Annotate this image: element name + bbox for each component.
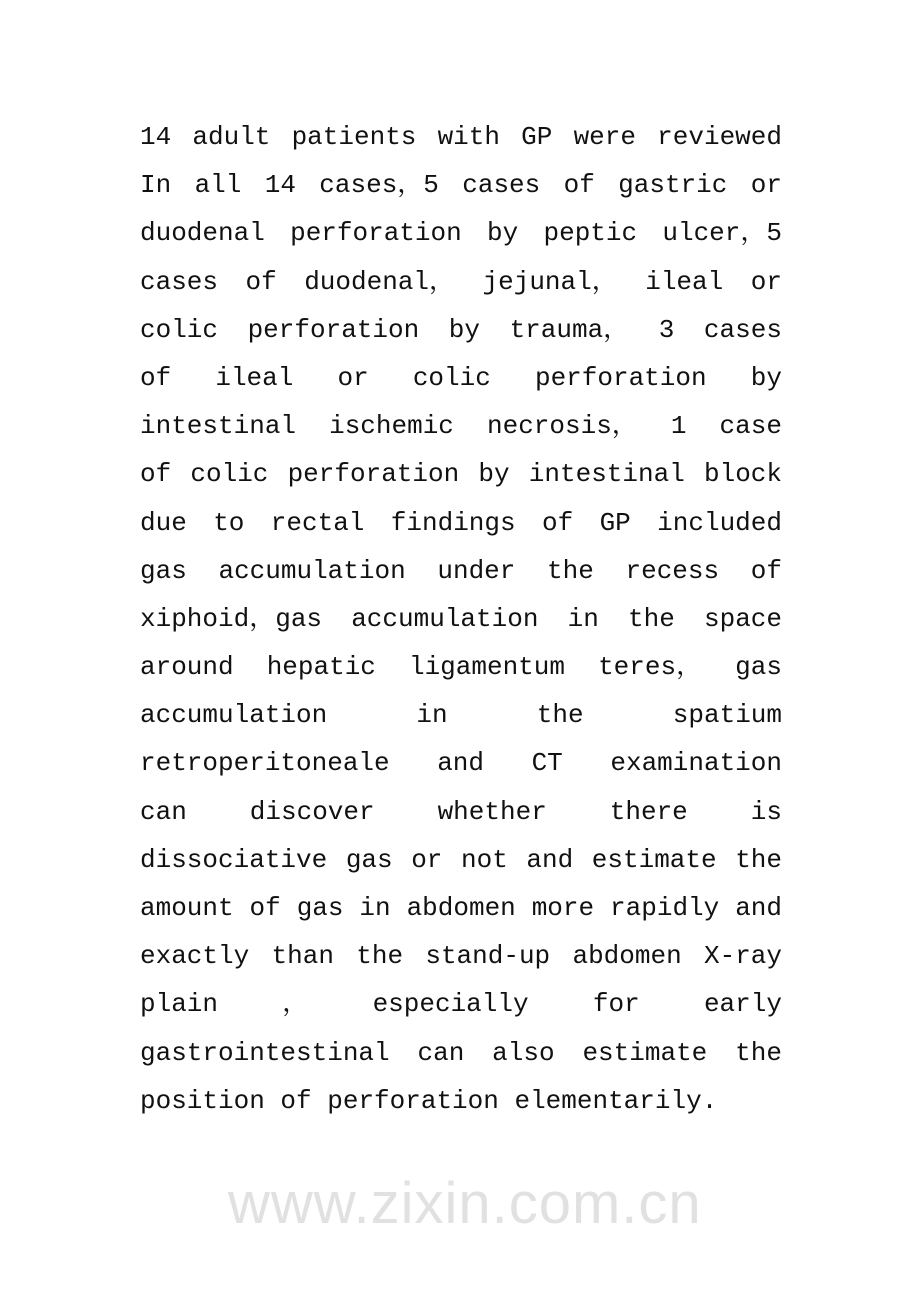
word: perforation [534, 362, 707, 393]
word: ileal [645, 266, 724, 297]
word: ulcer，5 [662, 218, 782, 249]
word: adult [192, 122, 271, 152]
word: block [703, 459, 782, 490]
word: estimate [582, 1037, 708, 1068]
word: case [719, 411, 782, 442]
word: in [359, 893, 391, 923]
word: elementarily. [514, 1085, 718, 1116]
word: retroperitoneale [140, 748, 390, 779]
text-line [140, 450, 782, 498]
word: of [280, 1085, 312, 1116]
word: cases，5 [319, 170, 439, 201]
word: the [628, 603, 675, 634]
word: 14 [140, 122, 172, 152]
word: than [271, 941, 334, 972]
word: of [140, 459, 172, 490]
word: colic [140, 314, 219, 345]
word: by [750, 362, 782, 393]
word: by [478, 459, 510, 490]
word: due [140, 507, 187, 538]
word: peptic [543, 218, 638, 249]
word: cases [462, 170, 541, 201]
word: and [526, 844, 574, 875]
word: estimate [591, 844, 717, 875]
word: the [547, 555, 594, 586]
word: cases [703, 314, 782, 345]
text-line [140, 113, 782, 161]
word: colic [190, 459, 269, 490]
word: duodenal [140, 218, 265, 249]
text-line [140, 932, 782, 980]
word: GP [599, 507, 631, 538]
word: and [437, 748, 485, 779]
word: the [735, 1037, 782, 1068]
word: spatium [672, 700, 782, 731]
word: of [245, 266, 277, 297]
word: examination [610, 748, 782, 779]
word: perforation [327, 1085, 499, 1116]
text-line [140, 258, 782, 306]
word: also [492, 1037, 555, 1068]
word: more [531, 893, 595, 923]
text-line [140, 306, 782, 354]
word: colic [412, 362, 491, 393]
word: exactly [140, 941, 250, 972]
word: 1 [670, 411, 687, 442]
word: or [750, 266, 782, 297]
word: abdomen [406, 893, 516, 923]
word: by [448, 314, 480, 345]
word: intestinal [528, 459, 685, 490]
word: X-ray [703, 941, 782, 972]
word: by [487, 218, 519, 249]
word: the [735, 844, 782, 875]
word: perforation [290, 218, 462, 249]
document-body [140, 113, 782, 1125]
word: or [337, 362, 369, 393]
word: gas [140, 555, 187, 586]
word: necrosis， [486, 411, 638, 442]
word: gas [345, 844, 393, 875]
word: xiphoid，gas [140, 603, 323, 634]
word: the [356, 941, 404, 972]
text-line [140, 161, 782, 209]
word: all [194, 170, 242, 201]
word: stand-up [425, 941, 551, 972]
word: space [703, 603, 782, 634]
text-line [140, 691, 782, 739]
text-line [140, 354, 782, 402]
word: abdomen [572, 941, 682, 972]
word: 14 [264, 170, 296, 201]
word: of [140, 362, 172, 393]
word: in [567, 603, 599, 634]
text-line [140, 739, 782, 787]
word: with [437, 122, 500, 152]
word: the [536, 700, 584, 731]
word: to [213, 507, 245, 538]
watermark: www.zixin.com.cn [228, 1171, 702, 1236]
word: CT [531, 748, 563, 779]
word: were [573, 122, 636, 152]
word: position [140, 1085, 265, 1116]
text-line [140, 788, 782, 836]
word: and [735, 893, 782, 923]
word: reviewed [657, 122, 782, 152]
word: accumulation [140, 700, 328, 731]
word: around [140, 652, 234, 683]
text-line [140, 547, 782, 595]
word: whether [437, 796, 547, 827]
word: or [750, 170, 782, 201]
text-line [140, 402, 782, 450]
word: rectal [270, 507, 365, 538]
word: findings [390, 507, 516, 538]
word: in [416, 700, 448, 731]
word: early [703, 989, 782, 1020]
word: amount [140, 893, 234, 923]
word: patients [291, 122, 417, 152]
text-line [140, 499, 782, 547]
word: hepatic [266, 652, 376, 683]
text-line [140, 1029, 782, 1077]
word: accumulation [351, 603, 539, 634]
word: gastric [618, 170, 728, 201]
word: trauma， [509, 314, 630, 345]
word: gas [296, 893, 344, 923]
word: GP [521, 122, 553, 152]
word: recess [625, 555, 720, 586]
word: plain [140, 989, 219, 1020]
word: can [140, 796, 187, 827]
text-line [140, 209, 782, 257]
word: included [657, 507, 782, 538]
word: rapidly [610, 893, 720, 923]
word: perforation [247, 314, 420, 345]
text-line [140, 980, 782, 1028]
word: of [541, 507, 574, 538]
word: is [750, 796, 782, 827]
word: cases [140, 266, 219, 297]
word: gas [735, 652, 782, 683]
text-line [140, 884, 782, 932]
word: duodenal， [304, 266, 456, 297]
word: especially [372, 989, 529, 1020]
word: of [249, 893, 281, 923]
word: jejunal， [482, 266, 618, 297]
word: ischemic [329, 411, 454, 442]
word: 3 [658, 314, 675, 345]
text-line [140, 836, 782, 884]
word: there [609, 796, 688, 827]
word: gastrointestinal [140, 1037, 390, 1068]
text-line [140, 643, 782, 691]
word: of [750, 555, 782, 586]
word: can [417, 1037, 465, 1068]
word: not [461, 844, 508, 875]
word: ileal [215, 362, 294, 393]
word: under [437, 555, 516, 586]
word: In [140, 170, 172, 201]
word: or [411, 844, 443, 875]
word: ， [282, 989, 309, 1020]
text-line [140, 1077, 782, 1125]
word: for [592, 989, 640, 1020]
word: dissociative [140, 844, 328, 875]
word: perforation [287, 459, 460, 490]
text-line [140, 595, 782, 643]
word: accumulation [218, 555, 406, 586]
word: of [563, 170, 595, 201]
word: intestinal [140, 411, 297, 442]
word: discover [249, 796, 375, 827]
word: ligamentum [408, 652, 565, 683]
word: teres， [598, 652, 703, 683]
